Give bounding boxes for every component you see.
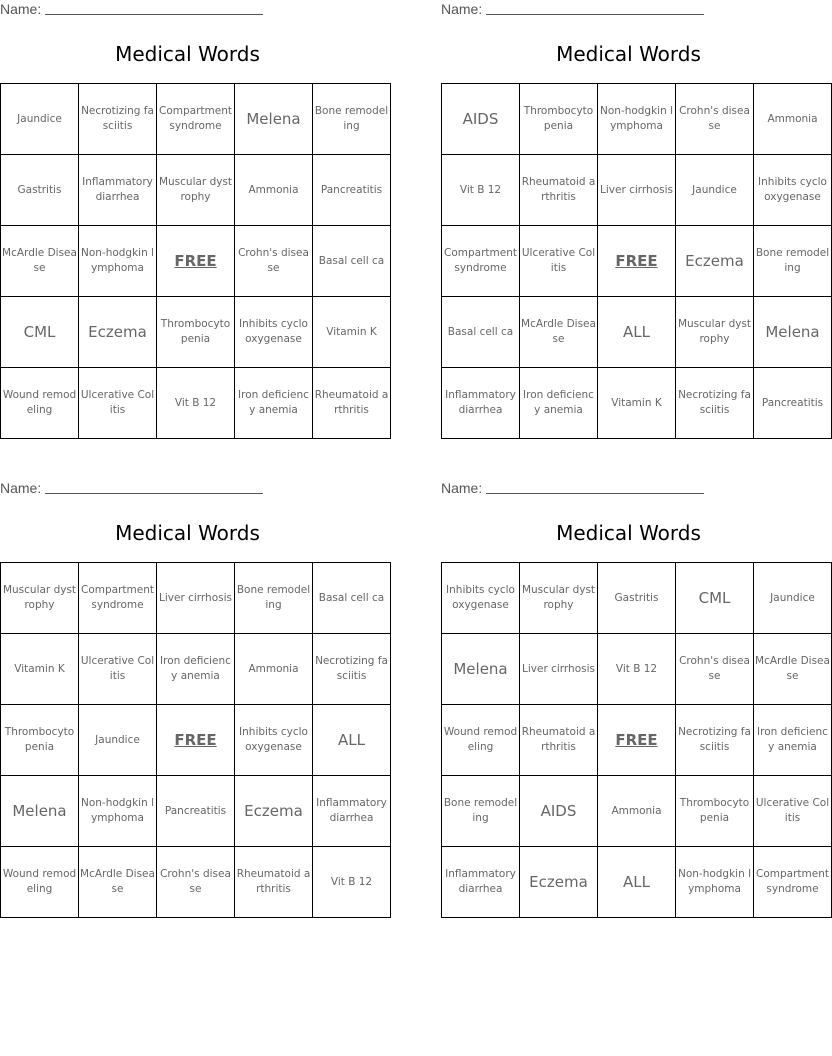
grid-cell: Thrombocytopenia [1, 705, 79, 776]
grid-cell: Jaundice [754, 563, 832, 634]
grid-row [1, 847, 391, 918]
grid-cell: Vit B 12 [598, 634, 676, 705]
bingo-grid [0, 83, 391, 439]
grid-cell: Ulcerative Colitis [520, 226, 598, 297]
card-title: Medical Words [115, 42, 260, 66]
grid-cell: Iron deficiency anemia [520, 368, 598, 439]
grid-cell: Inhibits cyclooxygenase [235, 297, 313, 368]
grid-cell: Inhibits cyclooxygenase [442, 563, 520, 634]
grid-row [442, 563, 832, 634]
grid-cell: Eczema [520, 847, 598, 918]
grid-row [442, 84, 832, 155]
grid-cell: Ulcerative Colitis [754, 776, 832, 847]
grid-cell: Thrombocytopenia [520, 84, 598, 155]
free-space-cell: FREE [598, 705, 676, 776]
grid-cell: Vit B 12 [313, 847, 391, 918]
grid-cell: CML [1, 297, 79, 368]
grid-row [1, 776, 391, 847]
grid-cell: Non-hodgkin lymphoma [676, 847, 754, 918]
grid-cell: Non-hodgkin lymphoma [598, 84, 676, 155]
bingo-grid [441, 562, 832, 918]
grid-cell: Melena [442, 634, 520, 705]
grid-cell: Rheumatoid arthritis [313, 368, 391, 439]
grid-cell: Basal cell ca [313, 563, 391, 634]
grid-row [1, 705, 391, 776]
grid-cell: Melena [235, 84, 313, 155]
grid-cell: Crohn's disease [676, 84, 754, 155]
grid-cell: Eczema [235, 776, 313, 847]
card-title: Medical Words [556, 521, 701, 545]
grid-cell: McArdle Disease [520, 297, 598, 368]
grid-cell: Liver cirrhosis [598, 155, 676, 226]
grid-cell: Vit B 12 [157, 368, 235, 439]
grid-cell: Liver cirrhosis [520, 634, 598, 705]
grid-row [442, 297, 832, 368]
grid-cell: AIDS [520, 776, 598, 847]
grid-row [442, 155, 832, 226]
grid-cell: Basal cell ca [313, 226, 391, 297]
name-blank [45, 492, 263, 494]
grid-cell: Compartment syndrome [754, 847, 832, 918]
name-field [441, 480, 711, 498]
grid-cell: Iron deficiency anemia [157, 634, 235, 705]
grid-cell: Crohn's disease [676, 634, 754, 705]
grid-cell: Crohn's disease [235, 226, 313, 297]
grid-cell: Ulcerative Colitis [79, 368, 157, 439]
name-field [0, 1, 270, 19]
grid-cell: Pancreatitis [313, 155, 391, 226]
grid-cell: Vitamin K [1, 634, 79, 705]
name-field [441, 1, 711, 19]
grid-cell: Rheumatoid arthritis [520, 155, 598, 226]
grid-row [442, 368, 832, 439]
grid-cell: Basal cell ca [442, 297, 520, 368]
grid-cell: Ulcerative Colitis [79, 634, 157, 705]
grid-cell: Pancreatitis [754, 368, 832, 439]
grid-cell: Rheumatoid arthritis [235, 847, 313, 918]
grid-cell: Necrotizing fasciitis [676, 705, 754, 776]
grid-cell: McArdle Disease [1, 226, 79, 297]
grid-cell: Bone remodeling [442, 776, 520, 847]
grid-row [1, 368, 391, 439]
grid-cell: Liver cirrhosis [157, 563, 235, 634]
grid-cell: CML [676, 563, 754, 634]
grid-row [1, 297, 391, 368]
name-blank [486, 13, 704, 15]
grid-cell: Ammonia [235, 634, 313, 705]
grid-row [442, 847, 832, 918]
grid-cell: McArdle Disease [754, 634, 832, 705]
bingo-grid [0, 562, 391, 918]
grid-cell: Bone remodeling [754, 226, 832, 297]
bingo-grid [441, 83, 832, 439]
grid-cell: Bone remodeling [313, 84, 391, 155]
grid-cell: Vitamin K [313, 297, 391, 368]
grid-cell: Iron deficiency anemia [235, 368, 313, 439]
grid-cell: Non-hodgkin lymphoma [79, 776, 157, 847]
grid-cell: Muscular dystrophy [676, 297, 754, 368]
grid-cell: Compartment syndrome [442, 226, 520, 297]
name-field [0, 480, 270, 498]
grid-cell: Rheumatoid arthritis [520, 705, 598, 776]
grid-cell: Necrotizing fasciitis [79, 84, 157, 155]
card-title: Medical Words [556, 42, 701, 66]
grid-cell: Iron deficiency anemia [754, 705, 832, 776]
grid-cell: Compartment syndrome [157, 84, 235, 155]
grid-cell: Wound remodeling [442, 705, 520, 776]
grid-cell: ALL [313, 705, 391, 776]
grid-cell: Necrotizing fasciitis [676, 368, 754, 439]
grid-cell: Non-hodgkin lymphoma [79, 226, 157, 297]
grid-cell: Crohn's disease [157, 847, 235, 918]
grid-cell: AIDS [442, 84, 520, 155]
grid-cell: Ammonia [754, 84, 832, 155]
grid-cell: Muscular dystrophy [157, 155, 235, 226]
name-blank [486, 492, 704, 494]
grid-cell: Thrombocytopenia [157, 297, 235, 368]
name-label: Name: [441, 1, 483, 17]
grid-cell: Eczema [79, 297, 157, 368]
grid-cell: McArdle Disease [79, 847, 157, 918]
grid-cell: Vit B 12 [442, 155, 520, 226]
grid-row [442, 634, 832, 705]
name-label: Name: [0, 480, 42, 496]
free-space-cell: FREE [598, 226, 676, 297]
grid-cell: Gastritis [1, 155, 79, 226]
grid-cell: Inhibits cyclooxygenase [754, 155, 832, 226]
name-label: Name: [441, 480, 483, 496]
grid-cell: Gastritis [598, 563, 676, 634]
grid-row [1, 155, 391, 226]
grid-cell: Melena [1, 776, 79, 847]
grid-row [1, 226, 391, 297]
grid-cell: Jaundice [79, 705, 157, 776]
grid-cell: Eczema [676, 226, 754, 297]
grid-cell: Inhibits cyclooxygenase [235, 705, 313, 776]
card-title: Medical Words [115, 521, 260, 545]
grid-row [442, 226, 832, 297]
grid-row [442, 705, 832, 776]
grid-cell: Compartment syndrome [79, 563, 157, 634]
grid-cell: Wound remodeling [1, 368, 79, 439]
grid-cell: Inflammatory diarrhea [442, 847, 520, 918]
grid-cell: Inflammatory diarrhea [79, 155, 157, 226]
grid-cell: Jaundice [1, 84, 79, 155]
grid-cell: Thrombocytopenia [676, 776, 754, 847]
grid-row [442, 776, 832, 847]
grid-row [1, 563, 391, 634]
grid-cell: Melena [754, 297, 832, 368]
grid-cell: Jaundice [676, 155, 754, 226]
name-blank [45, 13, 263, 15]
free-space-cell: FREE [157, 705, 235, 776]
grid-cell: Necrotizing fasciitis [313, 634, 391, 705]
grid-cell: Bone remodeling [235, 563, 313, 634]
name-label: Name: [0, 1, 42, 17]
grid-row [1, 84, 391, 155]
grid-cell: Muscular dystrophy [520, 563, 598, 634]
grid-cell: Vitamin K [598, 368, 676, 439]
grid-cell: Wound remodeling [1, 847, 79, 918]
grid-cell: Inflammatory diarrhea [442, 368, 520, 439]
grid-row [1, 634, 391, 705]
grid-cell: Muscular dystrophy [1, 563, 79, 634]
grid-cell: ALL [598, 847, 676, 918]
grid-cell: Ammonia [235, 155, 313, 226]
grid-cell: Pancreatitis [157, 776, 235, 847]
grid-cell: ALL [598, 297, 676, 368]
free-space-cell: FREE [157, 226, 235, 297]
grid-cell: Inflammatory diarrhea [313, 776, 391, 847]
grid-cell: Ammonia [598, 776, 676, 847]
